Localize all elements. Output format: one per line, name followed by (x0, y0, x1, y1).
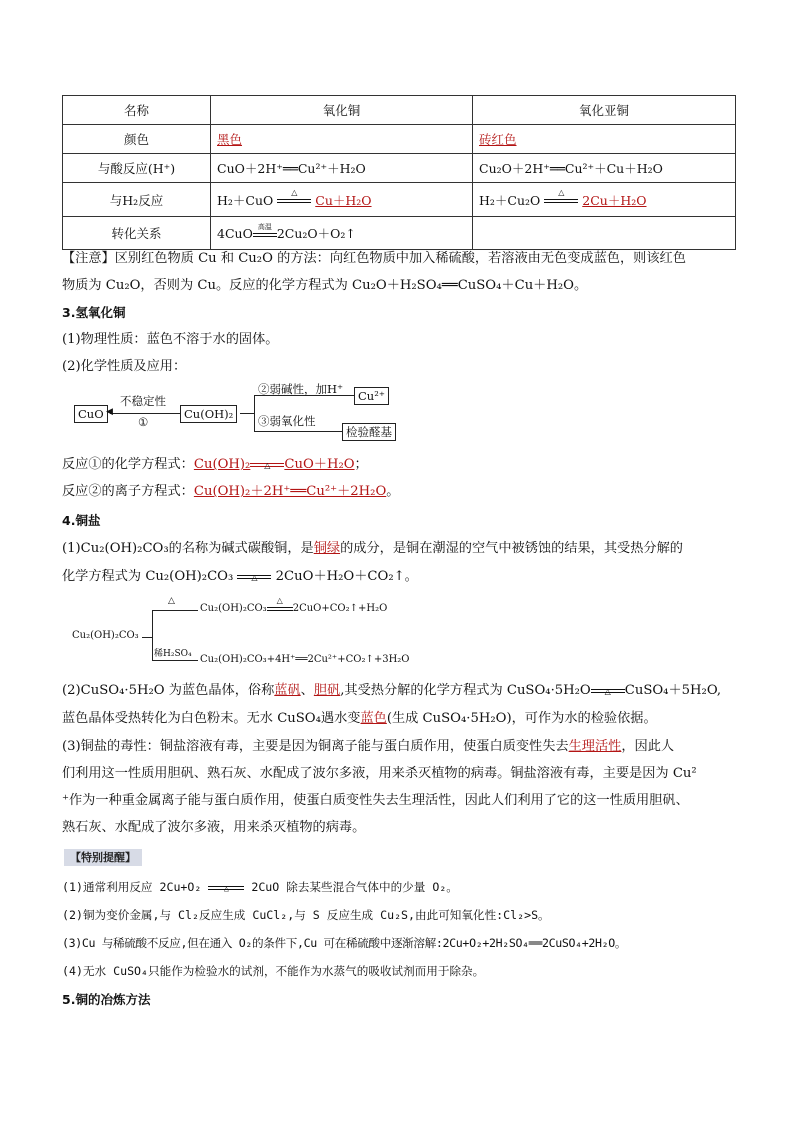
heat-arrow (208, 883, 244, 893)
tips-title: 【特别提醒】 (64, 849, 142, 866)
cuo-color: 黑色 (217, 132, 243, 147)
text: 2CuO+CO₂↑+H₂O (292, 603, 388, 614)
bottom-cond: 稀H₂SO₄ (154, 649, 192, 659)
text: (1)通常利用反应 2Cu+O₂ (62, 880, 202, 894)
blue-vitriol: 蓝矾 (274, 683, 301, 698)
row-label: 与H₂反应 (63, 183, 211, 217)
tip-1 (62, 874, 762, 901)
sec4-p1-line2 (62, 563, 736, 590)
cuoh2-box: Cu(OH)₂ (180, 405, 237, 423)
start-compound: Cu₂(OH)₂CO₃ (72, 630, 139, 641)
cell-cuo-acid: CuO＋2H⁺══Cu²⁺＋H₂O (211, 154, 473, 183)
text: 2CuO＋H₂O＋CO₂↑。 (275, 569, 418, 584)
sec4-p3-line4: 熟石灰、水配成了波尔多液，用来杀灭植物的病毒。 (62, 820, 366, 835)
table-row (63, 154, 736, 183)
text: 、 (300, 683, 314, 698)
sec4-p2-line1 (62, 677, 736, 704)
arrow-head-left: ◀ (106, 407, 113, 417)
reaction-one-label: ① (138, 415, 149, 429)
section-4-title: 4.铜盐 (62, 513, 101, 528)
r1-label: 反应①的化学方程式： (62, 457, 194, 472)
heat-arrow (591, 686, 625, 696)
reaction-2 (62, 478, 736, 505)
high-temp-label: 高温 (257, 222, 272, 231)
cu2plus-box: Cu²⁺ (354, 387, 389, 405)
branch-connector (240, 413, 254, 414)
text: 蓝色晶体受热转化为白色粉末。无水 CuSO₄遇水变 (62, 711, 361, 726)
eq-right: 2Cu₂O＋O₂↑ (276, 226, 356, 241)
arrow-left (110, 413, 180, 414)
top-cond: △ (168, 596, 175, 606)
note-line-2: 物质为 Cu₂O，否则为 Cu。反应的化学方程式为 Cu₂O＋H₂SO₄══CuSO₄＋Cu＋H₂O。 (62, 278, 588, 293)
sec4-p3-line3: ⁺作为一种重金属离子能与蛋白质作用，使蛋白质变性失去生理活性，因此人们利用了它的这一性质用胆矾、 (62, 793, 689, 808)
reaction-1 (62, 451, 736, 478)
tip-3: (3)Cu 与稀硫酸不反应,但在通入 O₂的条件下,Cu 可在稀硫酸中逐渐溶解:2Cu+O₂+2H₂SO₄══2CuSO₄+2H₂O。 (62, 936, 627, 950)
r1-end: ； (354, 457, 368, 472)
branch-bottom (254, 431, 342, 432)
text: 2CuO 除去某些混合气体中的少量 O₂。 (251, 880, 458, 894)
heat-arrow (544, 188, 578, 203)
heat-symbol: △ (558, 188, 565, 197)
text: Cu₂(OH)₂CO₃ (200, 603, 267, 614)
cell-cuo-h2 (211, 183, 473, 217)
eq-right: 2Cu＋H₂O (582, 192, 647, 208)
text: (2)CuSO₄·5H₂O 为蓝色晶体，俗称 (62, 683, 275, 698)
sec3-physical: (1)物理性质：蓝色不溶于水的固体。 (62, 332, 279, 347)
bottom-arrow (152, 660, 198, 661)
tip-4: (4)无水 CuSO₄只能作为检验水的试剂，不能作为水蒸气的吸收试剂而用于除杂。 (62, 964, 485, 978)
unstable-label: 不稳定性 (120, 394, 166, 408)
text: (1)Cu₂(OH)₂CO₃的名称为碱式碳酸铜，是 (62, 541, 314, 556)
text: (生成 CuSO₄·5H₂O)，可作为水的检验依据。 (386, 711, 657, 726)
header-cu2o: 氧化亚铜 (473, 96, 736, 125)
header-name: 名称 (63, 96, 211, 125)
weak-base-label: ②弱碱性，加H⁺ (258, 382, 344, 396)
r2-end: 。 (386, 484, 400, 499)
heat-symbol: △ (251, 572, 258, 582)
heat-arrow (250, 460, 284, 470)
table-row (63, 183, 736, 217)
text: 的成分，是铜在潮湿的空气中被锈蚀的结果，其受热分解的 (340, 541, 683, 556)
text: (3)铜盐的毒性：铜盐溶液有毒，主要是因为铜离子能与蛋白质作用，使蛋白质变性失去 (62, 739, 569, 754)
row-label: 转化关系 (63, 217, 211, 250)
bio-activity: 生理活性 (568, 739, 622, 754)
sec4-p3-line2: 们利用这一性质用胆矾、熟石灰、水配成了波尔多液，用来杀灭植物的病毒。铜盐溶液有毒，主要是因为 Cu² (62, 766, 697, 781)
connector (142, 637, 152, 638)
top-equation (200, 595, 388, 614)
table-row (63, 125, 736, 154)
bottom-equation: Cu₂(OH)₂CO₃+4H⁺══2Cu²⁺+CO₂↑+3H₂O (200, 654, 410, 665)
heat-arrow (237, 572, 271, 582)
r2-eq: Cu(OH)₂＋2H⁺══Cu²⁺＋2H₂O (193, 484, 387, 499)
row-label: 颜色 (63, 125, 211, 154)
chalcanthite: 胆矾 (313, 683, 341, 698)
eq-right: Cu＋H₂O (315, 192, 372, 208)
text: ，因此人 (621, 739, 675, 754)
eq-left: H₂＋CuO (217, 192, 274, 208)
cell-cu2o-color (473, 125, 736, 154)
cuoh2-diagram (74, 382, 414, 441)
cell-cuo-color (211, 125, 473, 154)
copper-oxide-table (62, 95, 736, 250)
heat-symbol: △ (291, 188, 298, 197)
r2-label: 反应②的离子方程式： (62, 484, 194, 499)
sec4-p1-line1 (62, 535, 736, 562)
heat-arrow (267, 595, 293, 611)
text: CuSO₄＋5H₂O, (624, 683, 722, 698)
blue-color: 蓝色 (360, 711, 387, 726)
cuo-box: CuO (74, 405, 108, 423)
high-temp-arrow (253, 222, 277, 237)
heat-arrow (277, 188, 311, 203)
tip-2: (2)铜为变价金属,与 Cl₂反应生成 CuCl₂,与 S 反应生成 Cu₂S,由此可知氧化性:Cl₂>S。 (62, 908, 550, 922)
sec4-p3-line1 (62, 733, 736, 760)
r1-right: CuO＋H₂O (284, 457, 355, 472)
basic-carbonate-diagram (72, 595, 492, 672)
text: 化学方程式为 Cu₂(OH)₂CO₃ (62, 569, 234, 584)
sec4-p2-line2 (62, 705, 736, 732)
heat-symbol: △ (604, 686, 611, 696)
branch-vline (254, 395, 255, 431)
row-label: 与酸反应(H⁺) (63, 154, 211, 183)
cell-cu2o-h2 (473, 183, 736, 217)
eq-left: H₂＋Cu₂O (479, 192, 541, 208)
section-3-title: 3.氢氧化铜 (62, 305, 126, 320)
cu2o-color: 砖红色 (479, 132, 517, 147)
heat-symbol: △ (276, 595, 283, 605)
text: ,其受热分解的化学方程式为 CuSO₄·5H₂O (340, 683, 591, 698)
vline (152, 610, 153, 660)
top-arrow (152, 610, 198, 611)
cell-cu2o-acid: Cu₂O＋2H⁺══Cu²⁺＋Cu＋H₂O (473, 154, 736, 183)
section-5-title: 5.铜的冶炼方法 (62, 992, 151, 1007)
note-line-1: 【注意】区别红色物质 Cu 和 Cu₂O 的方法：向红色物质中加入稀硫酸，若溶液由无色变成蓝色，则该红色 (62, 251, 686, 266)
r1-left: Cu(OH)₂ (193, 457, 251, 472)
weak-oxidation-label: ③弱氧化性 (258, 414, 316, 428)
heat-symbol: △ (223, 883, 229, 893)
table-header-row (63, 96, 736, 125)
header-cuo: 氧化铜 (211, 96, 473, 125)
sec3-chemical: (2)化学性质及应用： (62, 359, 187, 374)
eq-left: 4CuO (217, 226, 253, 241)
verdigris: 铜绿 (313, 541, 341, 556)
heat-symbol: △ (264, 460, 271, 470)
aldehyde-box: 检验醛基 (342, 423, 396, 441)
